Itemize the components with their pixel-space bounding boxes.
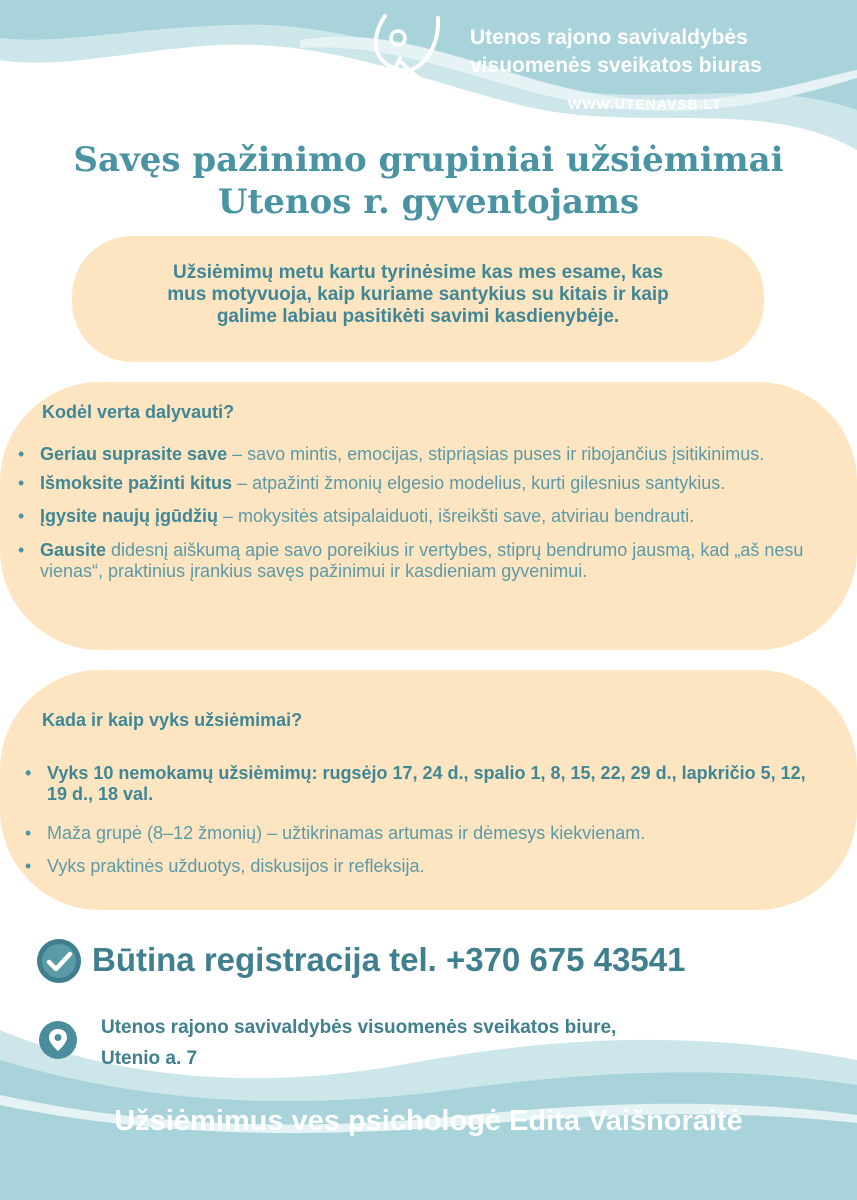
address-line1: Utenos rajono savivaldybės visuomenės sveikatos biure, — [101, 1017, 617, 1038]
why-heading: Kodėl verta dalyvauti? — [42, 402, 235, 422]
location-pin-icon — [38, 1020, 78, 1060]
list-item: • Gausite didesnį aiškumą apie savo poreikius ir vertybes, stiprų bendrumo jausmą, kad „aš nesu vienas“, praktinius įrankius savęs pažinimui ir kasdieniam gyvenimui. — [18, 540, 804, 581]
list-item: • Išmoksite pažinti kitus – atpažinti žmonių elgesio modelius, kurti gilesnius santykius. — [18, 473, 726, 493]
psychologist-credit: Užsiėmimus ves psichologė Edita Vaišnoraitė — [114, 1105, 743, 1137]
why-list — [18, 444, 835, 582]
intro-text — [72, 262, 764, 328]
address — [101, 1012, 616, 1074]
org-name-line1: Utenos rajono savivaldybės — [470, 26, 748, 49]
when-list — [25, 763, 827, 877]
list-item: • Įgysite naujų įgūdžių – mokysitės atsipalaiduoti, išreikšti save, atviriau bendrauti. — [18, 506, 695, 526]
registration-phone[interactable]: Būtina registracija tel. +370 675 43541 — [92, 941, 686, 978]
when-heading: Kada ir kaip vyks užsiėmimai? — [42, 710, 303, 730]
intro-line3: galime labiau pasitikėti savimi kasdienybėje. — [216, 306, 620, 327]
checkmark-icon — [36, 938, 82, 984]
list-item: • Maža grupė (8–12 žmonių) – užtikrinamas artumas ir dėmesys kiekvienam. — [25, 823, 646, 843]
dancer-logo-icon — [360, 8, 450, 103]
address-line2: Utenio a. 7 — [101, 1048, 198, 1069]
list-item: • Vyks 10 nemokamų užsiėmimų: rugsėjo 17, 24 d., spalio 1, 8, 15, 22, 29 d., lapkričio 5, 12, 19 d., 18 val. — [25, 763, 806, 804]
title-line1: Savęs pažinimo grupiniai užsiėmimai — [73, 140, 784, 180]
org-name-line2: visuomenės sveikatos biuras — [470, 54, 762, 77]
intro-line1: Užsiėmimų metu kartu tyrinėsime kas mes esame, kas — [172, 262, 664, 283]
list-item: • Geriau suprasite save – savo mintis, emocijas, stipriąsias puses ir ribojančius įsitikinimus. — [18, 444, 765, 464]
website-link[interactable]: WWW.UTENAVSB.LT — [568, 96, 722, 112]
intro-line2: mus motyvuoja, kaip kuriame santykius su kitais ir kaip — [167, 284, 669, 305]
list-item: • Vyks praktinės užduotys, diskusijos ir refleksija. — [25, 856, 425, 876]
title-line2: Utenos r. gyventojams — [217, 182, 640, 222]
